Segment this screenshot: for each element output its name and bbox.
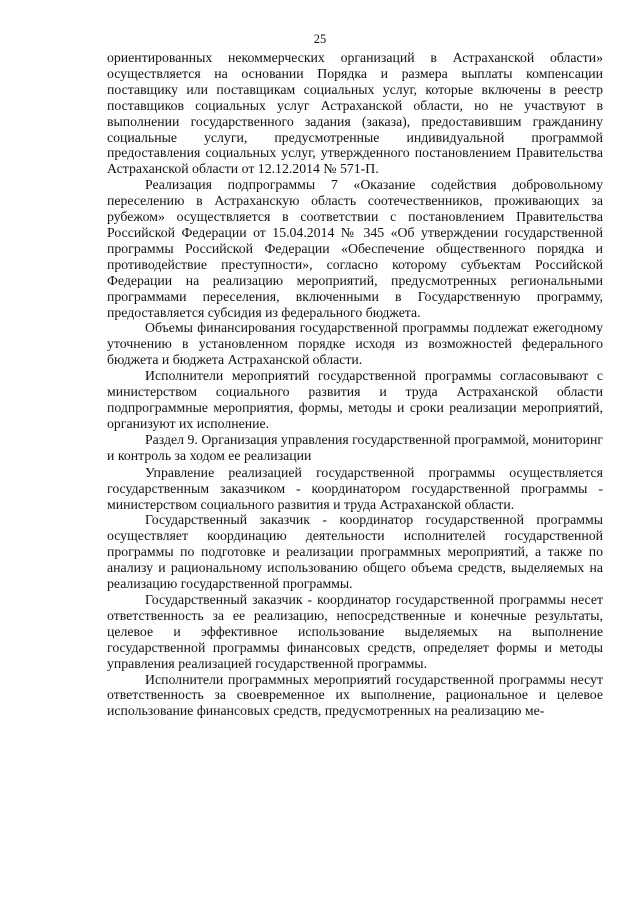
paragraph: ориентированных некоммерческих организаций в Астраханской области» осуществляется на основании Порядка и размера выплаты компенсации поставщику или поставщикам социальных услуг, которые включены в реестр поставщиков социальных услуг Астраханской области, но не участвуют в выполнении государственного задания (заказа), предоставившим гражданину социальные услуги, предусмотренные индивидуальной программой предоставления социальных услуг, утвержденного постановлением Правительства Астраханской области от 12.12.2014 № 571-П. xyxy=(107,50,603,177)
paragraph: Управление реализацией государственной программы осуществляется государственным заказчиком - координатором государственной программы - министерством социального развития и труда Астраханской области. xyxy=(107,464,603,512)
paragraph: Исполнители мероприятий государственной программы согласовывают с министерством социального развития и труда Астраханской области подпрограммные мероприятия, формы, методы и сроки реализации мероприятий, организуют их исполнение. xyxy=(107,368,603,431)
section-title: Раздел 9. Организация управления государственной программой, мониторинг и контроль за ходом ее реализации xyxy=(107,431,603,464)
paragraph: Государственный заказчик - координатор государственной программы осуществляет координацию деятельности исполнителей государственной программы по подготовке и реализации программных мероприятий, а также по анализу и рациональному использованию общего объема средств, выделяемых на реализацию государственной программы. xyxy=(107,512,603,592)
page-number: 25 xyxy=(313,32,327,46)
paragraph: Государственный заказчик - координатор государственной программы несет ответственность за ее реализацию, непосредственные и конечные результаты, целевое и эффективное использование выделяемых на выполнение государственной программы финансовых средств, определяет формы и методы управления реализацией государственной программы. xyxy=(107,592,603,671)
paragraph: Исполнители программных мероприятий государственной программы несут ответственность за своевременное их выполнение, рациональное и целевое использование финансовых средств, предусмотренных на реализацию ме- xyxy=(107,671,603,719)
paragraph: Объемы финансирования государственной программы подлежат ежегодному уточнению в установленном порядке исходя из возможностей федерального бюджета и бюджета Астраханской области. xyxy=(107,320,603,368)
document-body xyxy=(107,50,603,719)
paragraph: Реализация подпрограммы 7 «Оказание содействия добровольному переселению в Астраханскую область соотечественников, проживающих за рубежом» осуществляется в соответствии с постановлением Правительства Российской Федерации от 15.04.2014 № 345 «Об утверждении государственной программы Российской Федерации «Обеспечение общественного порядка и противодействие преступности», согласно которому субъектам Российской Федерации на реализацию мероприятий, предусмотренных региональными программами переселения, включенными в Государственную программу, предоставляется субсидия из федерального бюджета. xyxy=(107,177,603,320)
